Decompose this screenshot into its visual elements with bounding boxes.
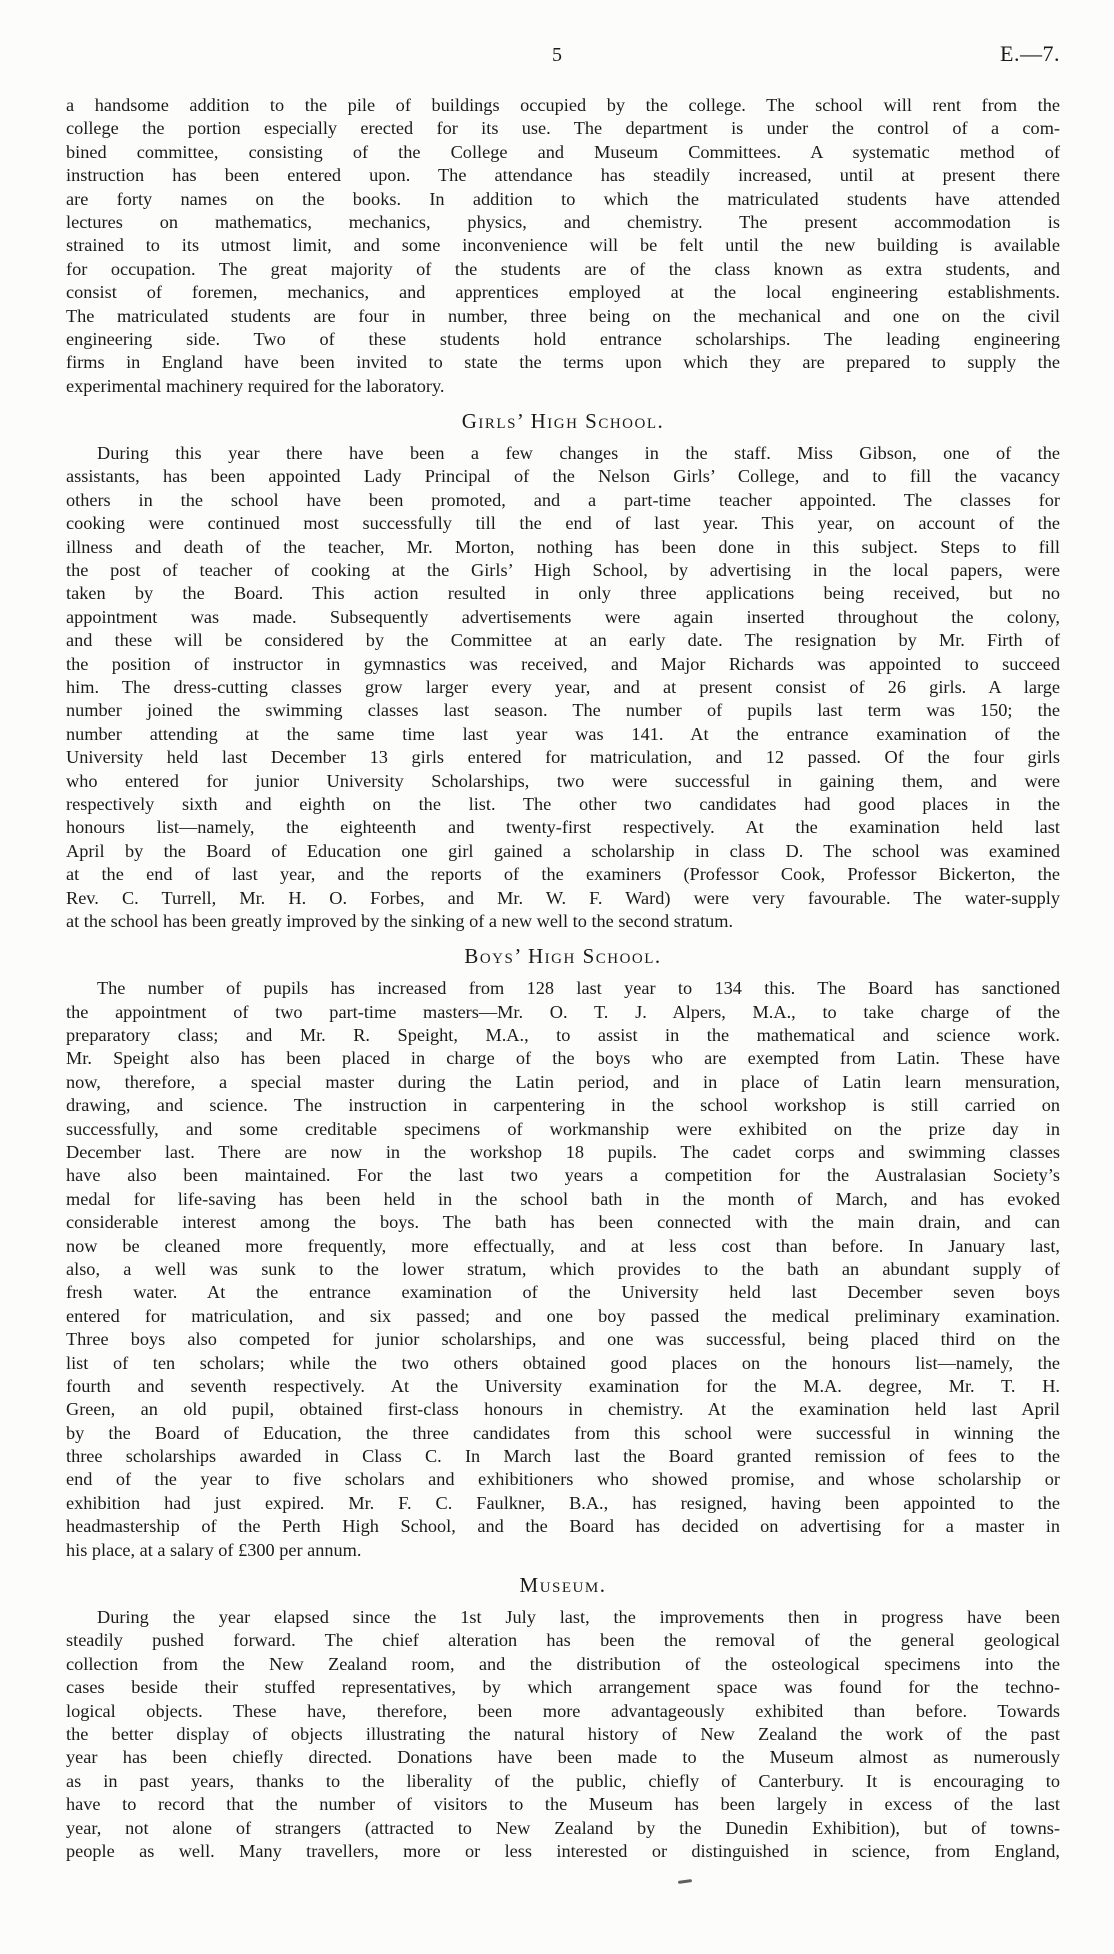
- text-line: bined committee, consisting of the College and Museum Committees. A systematic method of: [66, 141, 1060, 162]
- text-line: drawing, and science. The instruction in carpentering in the school workshop is still carried on: [66, 1095, 1060, 1116]
- text-line: exhibition had just expired. Mr. F. C. Faulkner, B.A., has resigned, having been appointed to the: [66, 1492, 1060, 1513]
- text-line: preparatory class; and Mr. R. Speight, M.A., to assist in the mathematical and science work.: [66, 1025, 1060, 1046]
- text-line: now, therefore, a special master during the Latin period, and in place of Latin learn mensuration,: [66, 1071, 1060, 1092]
- text-line: the position of instructor in gymnastics was received, and Major Richards was appointed to succeed: [66, 653, 1060, 674]
- text-line: end of the year to five scholars and exhibitioners who showed promise, and whose scholarship or: [66, 1469, 1060, 1490]
- section-boys-high-school: [66, 943, 1060, 1562]
- text-line: The number of pupils has increased from 128 last year to 134 this. The Board has sanctioned: [97, 978, 1060, 999]
- text-line: a handsome addition to the pile of buildings occupied by the college. The school will rent from the: [66, 95, 1060, 115]
- text-line: the better display of objects illustrating the natural history of New Zealand the work of the past: [66, 1724, 1060, 1744]
- text-line: assistants, has been appointed Lady Principal of the Nelson Girls’ College, and to fill the vacancy: [66, 466, 1060, 487]
- text-line: who entered for junior University Scholarships, two were successful in gaining them, and were: [66, 770, 1060, 791]
- paragraph-college-continuation: [66, 94, 1060, 398]
- text-line: number attending at the same time last year was 141. At the entrance examination of the: [66, 723, 1060, 744]
- text-line: illness and death of the teacher, Mr. Morton, nothing has been done in this subject. Steps to fill: [66, 536, 1060, 557]
- text-line: for occupation. The great majority of the students are of the class known as extra students, and: [66, 258, 1060, 279]
- text-line: lectures on mathematics, mechanics, physics, and chemistry. The present accommodation is: [66, 211, 1060, 232]
- section-museum: [66, 1572, 1060, 1863]
- text-line: strained to its utmost limit, and some inconvenience will be felt until the new building is available: [66, 235, 1060, 256]
- page-number: 5: [552, 44, 562, 66]
- text-line: successfully, and some creditable specimens of workmanship were exhibited on the prize day in: [66, 1118, 1060, 1139]
- section-heading-girls-high-school: Girls’ High School.: [461, 409, 665, 434]
- scanned-document-page: [0, 41, 1114, 1954]
- text-line: year has been chiefly directed. Donations have been made to the Museum almost as numerously: [66, 1747, 1060, 1768]
- text-line: have also been maintained. For the last two years a competition for the Australasian Society’s: [66, 1165, 1060, 1186]
- text-line: consist of foremen, mechanics, and apprentices employed at the local engineering establishments.: [66, 282, 1060, 303]
- scan-artifact-mark: [678, 1879, 692, 1884]
- text-line: collection from the New Zealand room, and the distribution of the osteological specimens into the: [66, 1653, 1060, 1674]
- text-line: at the school has been greatly improved by the sinking of a new well to the second stratum.: [66, 910, 734, 931]
- text-line: experimental machinery required for the laboratory.: [66, 375, 445, 396]
- page-header: [0, 41, 1114, 74]
- text-line: also, a well was sunk to the lower stratum, which provides to the bath an abundant supply of: [66, 1258, 1060, 1279]
- section-college-continuation: [66, 94, 1060, 398]
- text-line: list of ten scholars; while the two others obtained good places on the honours list—namely, the: [66, 1352, 1060, 1373]
- paragraph-museum: [66, 1606, 1060, 1863]
- text-line: him. The dress-cutting classes grow larger every year, and at present consist of 26 girls. A large: [66, 676, 1060, 697]
- text-line: During this year there have been a few changes in the staff. Miss Gibson, one of the: [97, 443, 1060, 464]
- section-girls-high-school: [66, 408, 1060, 933]
- text-line: the post of teacher of cooking at the Girls’ High School, by advertising in the local papers, were: [66, 560, 1060, 581]
- paragraph-boys-high-school: [66, 977, 1060, 1562]
- text-line: entered for matriculation, and six passed; and one boy passed the medical preliminary examination.: [66, 1305, 1060, 1326]
- text-line: firms in England have been invited to state the terms upon which they are prepared to supply the: [66, 352, 1060, 373]
- text-line: fourth and seventh respectively. At the University examination for the M.A. degree, Mr. T. H.: [66, 1375, 1060, 1396]
- text-line: Three boys also competed for junior scholarships, and one was successful, being placed third on the: [66, 1329, 1060, 1350]
- text-line: his place, at a salary of £300 per annum.: [66, 1539, 362, 1560]
- text-line: year, not alone of strangers (attracted to New Zealand by the Dunedin Exhibition), but of towns-: [66, 1817, 1060, 1838]
- text-line: Green, an old pupil, obtained first-class honours in chemistry. At the examination held last April: [66, 1399, 1060, 1420]
- text-line: honours list—namely, the eighteenth and twenty-first respectively. At the examination held last: [66, 817, 1060, 838]
- text-line: headmastership of the Perth High School, and the Board has decided on advertising for a master in: [66, 1516, 1060, 1537]
- text-line: Mr. Speight also has been placed in charge of the boys who are exempted from Latin. These have: [66, 1048, 1060, 1069]
- text-line: by the Board of Education, the three candidates from this school were successful in winning the: [66, 1422, 1060, 1443]
- text-line: taken by the Board. This action resulted in only three applications being received, but no: [66, 583, 1060, 604]
- text-line: cooking were continued most successfully till the end of last year. This year, on account of the: [66, 513, 1060, 534]
- text-line: During the year elapsed since the 1st July last, the improvements then in progress have been: [97, 1607, 1060, 1628]
- text-line: three scholarships awarded in Class C. In March last the Board granted remission of fees to the: [66, 1446, 1060, 1467]
- text-line: others in the school have been promoted, and a part-time teacher appointed. The classes for: [66, 489, 1060, 510]
- text-line: number joined the swimming classes last season. The number of pupils last term was 150; the: [66, 700, 1060, 721]
- text-line: fresh water. At the entrance examination of the University held last December seven boys: [66, 1282, 1060, 1303]
- text-line: now be cleaned more frequently, more effectually, and at less cost than before. In January last,: [66, 1235, 1060, 1256]
- text-line: December last. There are now in the workshop 18 pupils. The cadet corps and swimming classes: [66, 1142, 1060, 1163]
- paper-reference: E.—7.: [1000, 41, 1060, 66]
- text-line: medal for life-saving has been held in the school bath in the month of March, and has evoked: [66, 1188, 1060, 1209]
- text-line: The matriculated students are four in number, three being on the mechanical and one on the civil: [66, 305, 1060, 326]
- text-line: the appointment of two part-time masters—Mr. O. T. J. Alpers, M.A., to take charge of the: [66, 1001, 1060, 1022]
- text-line: April by the Board of Education one girl gained a scholarship in class D. The school was examined: [66, 840, 1060, 861]
- text-line: University held last December 13 girls entered for matriculation, and 12 passed. Of the four girls: [66, 747, 1060, 768]
- text-line: people as well. Many travellers, more or less interested or distinguished in science, from England,: [66, 1840, 1060, 1861]
- text-line: respectively sixth and eighth on the list. The other two candidates had good places in the: [66, 793, 1060, 814]
- paragraph-girls-high-school: [66, 442, 1060, 933]
- document-text: [66, 94, 1060, 1863]
- text-line: cases beside their stuffed representatives, by which arrangement space was found for the techno-: [66, 1677, 1060, 1698]
- section-heading-boys-high-school: Boys’ High School.: [464, 944, 662, 969]
- text-line: have to record that the number of visitors to the Museum has been largely in excess of the last: [66, 1794, 1060, 1815]
- text-line: college the portion especially erected for its use. The department is under the control of a com-: [66, 118, 1060, 139]
- text-line: are forty names on the books. In addition to which the matriculated students have attended: [66, 188, 1060, 209]
- text-line: at the end of last year, and the reports of the examiners (Professor Cook, Professor Bickerton, the: [66, 864, 1060, 885]
- text-line: logical objects. These have, therefore, been more advantageously exhibited than before. Towards: [66, 1700, 1060, 1721]
- text-line: and these will be considered by the Committee at an early date. The resignation by Mr. Firth of: [66, 630, 1060, 651]
- text-line: engineering side. Two of these students hold entrance scholarships. The leading engineering: [66, 328, 1060, 349]
- text-line: steadily pushed forward. The chief alteration has been the removal of the general geological: [66, 1630, 1060, 1651]
- text-line: appointment was made. Subsequently advertisements were again inserted throughout the colony,: [66, 606, 1060, 627]
- text-line: considerable interest among the boys. The bath has been connected with the main drain, and can: [66, 1212, 1060, 1233]
- text-line: instruction has been entered upon. The attendance has steadily increased, until at present there: [66, 165, 1060, 186]
- section-heading-museum: Museum.: [519, 1573, 607, 1598]
- text-line: Rev. C. Turrell, Mr. H. O. Forbes, and Mr. W. F. Ward) were very favourable. The water-supply: [66, 887, 1060, 908]
- text-line: as in past years, thanks to the liberality of the public, chiefly of Canterbury. It is encouraging to: [66, 1770, 1060, 1791]
